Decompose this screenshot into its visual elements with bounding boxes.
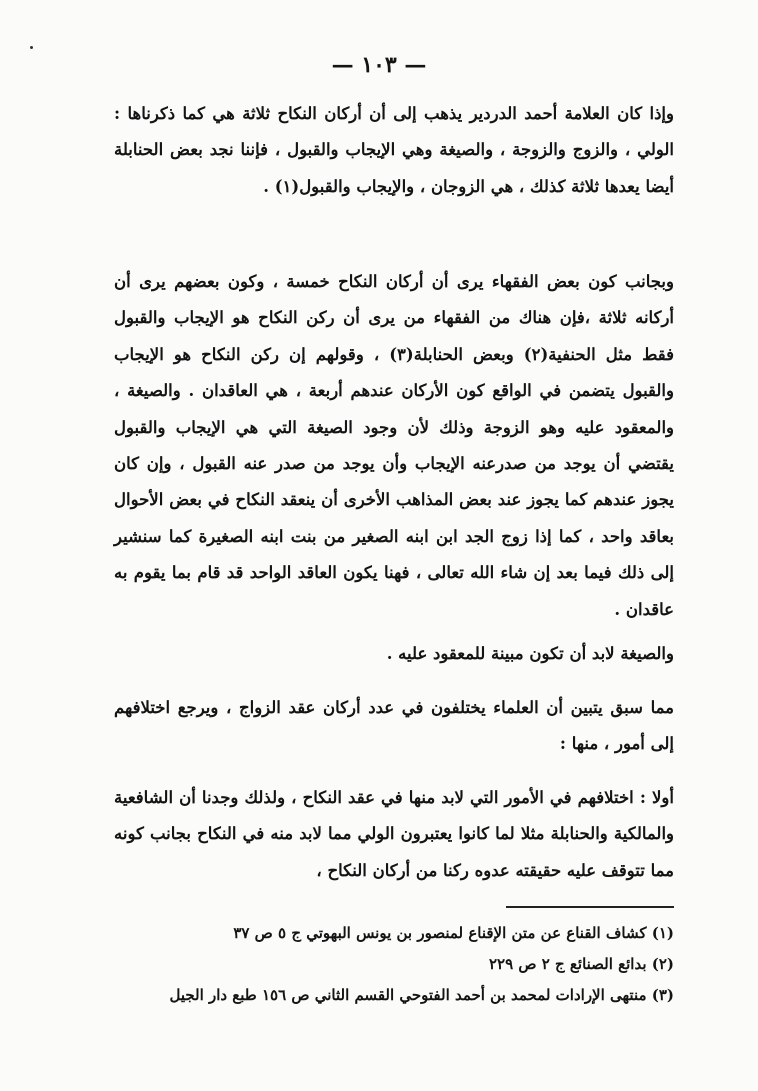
footnotes [114, 918, 674, 1011]
page-number: — ١٠٣ — [331, 52, 427, 78]
scan-speck [30, 46, 33, 49]
paragraph-1: وإذا كان العلامة أحمد الدردير يذهب إلى أن أركان النكاح ثلاثة هي كما ذكرناها : الولي ، والزوج والزوجة ، والصيغة وهي الإيجاب والقبول ، فإننا نجد بعض الحنابلة أيضا يعدها ثلاثة كذلك ، هي الزوجان ، والإيجاب والقبول(١) . [114, 104, 674, 196]
footnote-separator [506, 906, 674, 908]
footnote-2: (٢) بدائع الصنائع ج ٢ ص ٢٢٩ [488, 955, 674, 973]
paragraph-2: وبجانب كون بعض الفقهاء يرى أن أركان النكاح خمسة ، وكون بعضهم يرى أن أركانه ثلاثة ،فإن هناك من الفقهاء من يرى أن ركن النكاح هو الإيجاب والقبول فقط مثل الحنفية(٢) وبعض الحنابلة(٣) ، وقولهم إن ركن النكاح هو الإيجاب والقبول يتضمن في الواقع كون الأركان عندهم أربعة ، هي العاقدان . والصيغة ، والمعقود عليه وهو الزوجة وذلك لأن وجود الصيغة التي هي الإيجاب والقبول يقتضي أن يوجد من صدرعنه الإيجاب وأن يوجد من صدر عنه القبول ، وإن كان يجوز عندهم كما يجوز عند بعض المذاهب الأخرى أن ينعقد النكاح في بعض الأحوال بعاقد واحد ، كما إذا زوج الجد ابن ابنه الصغير من بنت ابنه الصغيرة كما سنشير إلى ذلك فيما بعد إن شاء الله تعالى ، فهنا يكون العاقد الواحد قد قام بما يقوم به عاقدان . [114, 272, 674, 619]
footnote-1: (١) كشاف القناع عن متن الإقناع لمنصور بن يونس البهوتي ج ٥ ص ٣٧ [233, 924, 674, 942]
paragraph-3: والصيغة لابد أن تكون مبينة للمعقود عليه . [386, 644, 674, 663]
paragraph-5: أولا : اختلافهم في الأمور التي لابد منها في عقد النكاح ، ولذلك وجدنا أن الشافعية والمالكية والحنابلة مثلا لما كانوا يعتبرون الولي مما لابد منه في النكاح بجانب كونه مما تتوقف عليه حقيقته عدوه ركنا من أركان النكاح ، [114, 788, 674, 880]
footnote-3: (٣) منتهى الإرادات لمحمد بن أحمد الفتوحي القسم الثاني ص ١٥٦ طبع دار الجيل [169, 986, 674, 1004]
paragraph-4: مما سبق يتبين أن العلماء يختلفون في عدد أركان عقد الزواج ، ويرجع اختلافهم إلى أمور ، منها : [114, 698, 674, 754]
